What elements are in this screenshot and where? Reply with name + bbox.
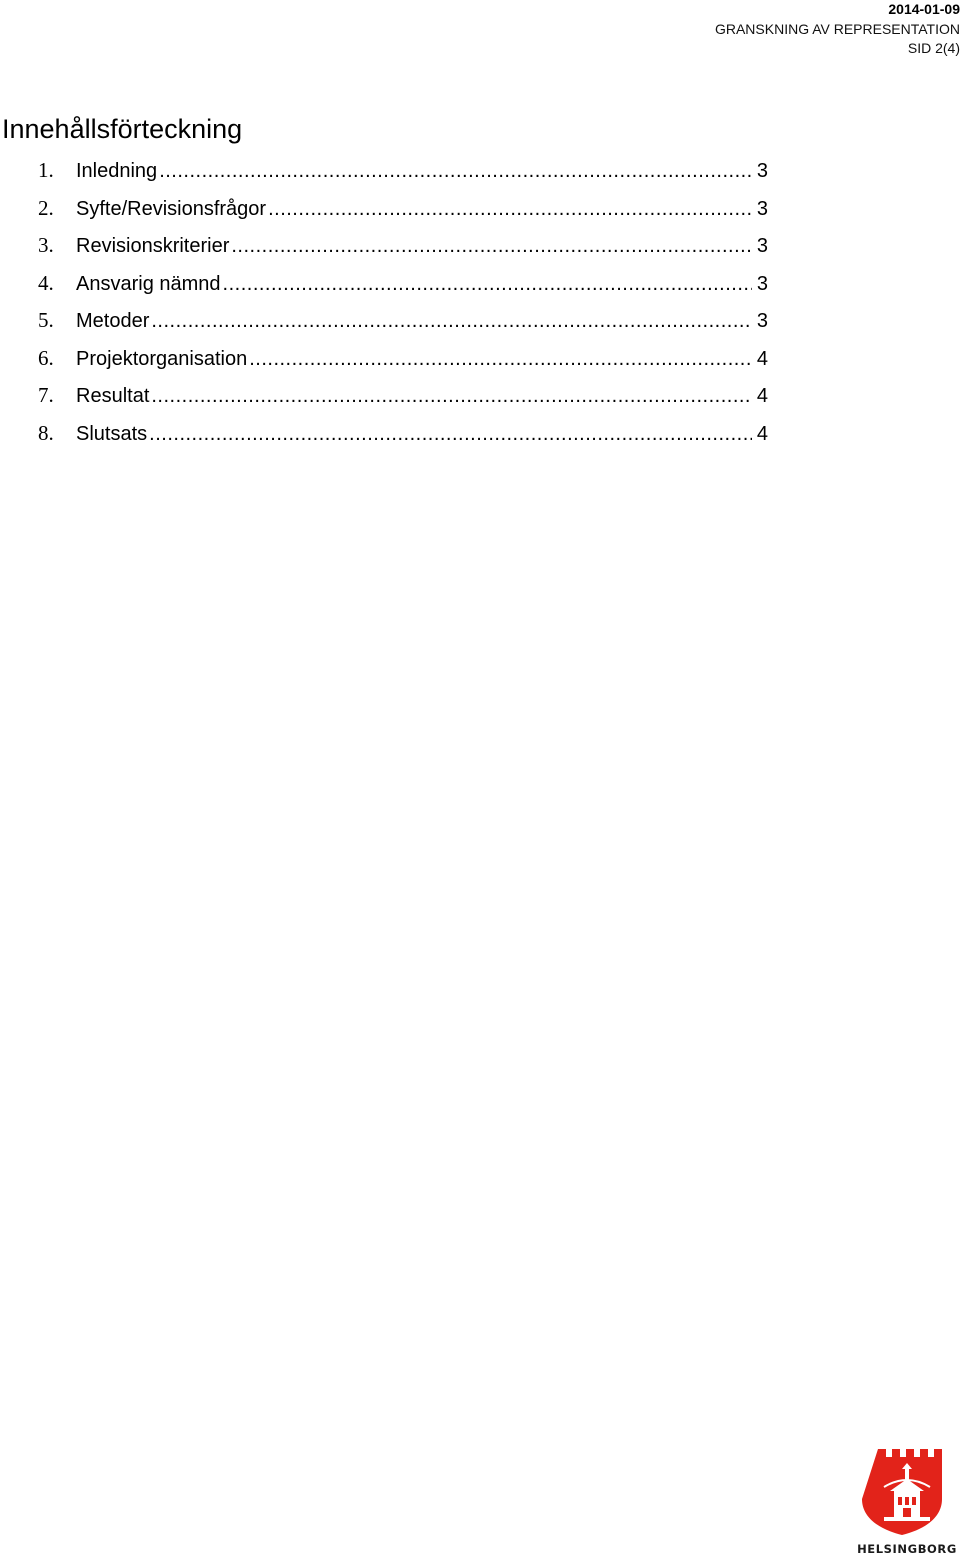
toc-entry-title[interactable]: Metoder xyxy=(76,310,150,332)
toc-entry-title[interactable]: Revisionskriterier xyxy=(76,235,230,257)
toc-dot-leader xyxy=(231,230,752,262)
toc-entry-number: 4. xyxy=(38,270,54,295)
toc-entry-title[interactable]: Projektorganisation xyxy=(76,347,248,370)
toc-entry-number: 8. xyxy=(38,420,54,445)
toc-entry-page[interactable]: 3 xyxy=(756,310,768,332)
page-number: SID 2(4) xyxy=(907,40,960,56)
toc-entry[interactable] xyxy=(38,304,768,342)
toc-entry-page[interactable]: 3 xyxy=(756,160,768,182)
page-header xyxy=(460,0,960,57)
toc-entry-title[interactable]: Inledning xyxy=(76,160,158,182)
toc-entry-number: 2. xyxy=(38,195,54,220)
document-date: 2014-01-09 xyxy=(888,1,960,17)
toc-entry-page[interactable]: 3 xyxy=(756,272,768,295)
toc-dot-leader xyxy=(151,305,752,337)
toc-entry-number: 1. xyxy=(38,158,54,182)
toc-dot-leader xyxy=(268,193,752,225)
logo-wordmark: HELSINGBORG xyxy=(857,1542,957,1556)
document-title: GRANSKNING AV REPRESENTATION xyxy=(714,21,960,37)
toc-entry-page[interactable]: 4 xyxy=(756,347,768,370)
toc-entry[interactable] xyxy=(38,342,768,380)
toc-dot-leader xyxy=(149,418,752,450)
helsingborg-logo xyxy=(854,1447,960,1556)
toc-entry-title[interactable]: Slutsats xyxy=(76,422,148,445)
toc-heading: Innehållsförteckning xyxy=(2,114,243,144)
toc-entry[interactable] xyxy=(38,229,768,267)
toc-entry[interactable] xyxy=(38,192,768,230)
toc-dot-leader xyxy=(249,343,752,375)
toc-entry[interactable] xyxy=(38,154,768,192)
toc-entry-number: 5. xyxy=(38,308,54,332)
toc-entry-title[interactable]: Resultat xyxy=(76,385,150,407)
table-of-contents xyxy=(38,154,768,454)
toc-entry[interactable] xyxy=(38,379,768,417)
toc-entry-page[interactable]: 4 xyxy=(756,385,768,407)
toc-dot-leader xyxy=(151,380,752,412)
toc-dot-leader xyxy=(159,155,752,187)
toc-entry[interactable] xyxy=(38,267,768,305)
toc-dot-leader xyxy=(223,268,752,300)
toc-entry-title[interactable]: Syfte/Revisionsfrågor xyxy=(76,197,267,220)
toc-entry-number: 3. xyxy=(38,233,54,257)
toc-entry-number: 6. xyxy=(38,345,54,370)
toc-entry-number: 7. xyxy=(38,383,54,407)
toc-entry-page[interactable]: 3 xyxy=(756,197,768,220)
toc-entry-page[interactable]: 3 xyxy=(756,235,768,257)
toc-entry-title[interactable]: Ansvarig nämnd xyxy=(76,272,221,295)
toc-entry[interactable] xyxy=(38,417,768,455)
toc-entry-page[interactable]: 4 xyxy=(756,422,768,445)
coat-of-arms-icon xyxy=(854,1447,960,1539)
